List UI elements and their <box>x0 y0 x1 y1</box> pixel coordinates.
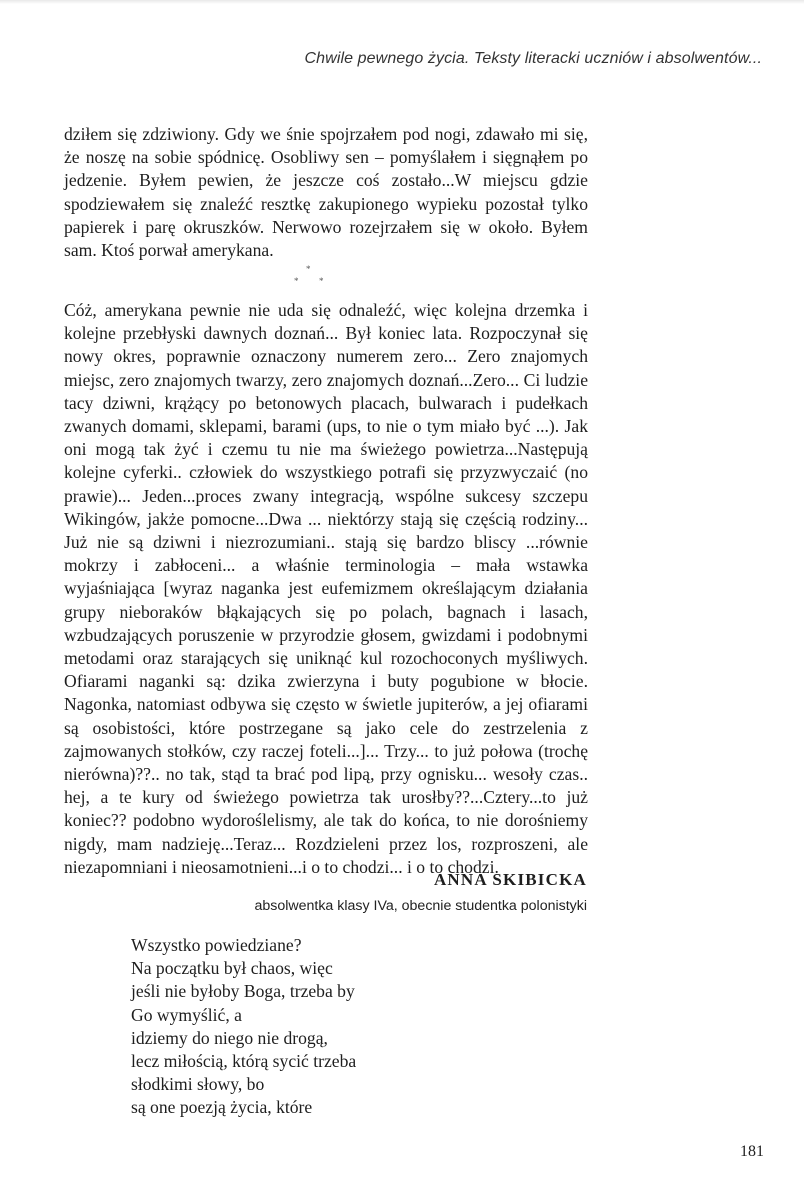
page-top-edge <box>0 0 804 4</box>
running-header: Chwile pewnego życia. Teksty literacki uczniów i absolwentów... <box>304 50 762 67</box>
body-paragraph-2: Cóż, amerykana pewnie nie uda się odnaleźć, więc kolejna drzemka i kolejne przebłyski dawnych doznań... Był koniec lata. Rozpoczynał się nowy okres, poprawnie oznaczony numerem zero... Zero znajomych miejsc, zero znajomych twarzy, zero znajomych doznań...Zero... Ci ludzie tacy dziwni, krążący po betonowych placach, bulwarach i pudełkach zwanych domami, sklepami, barami (ups, to nie o tym miało być ...). Jak oni mogą tak żyć i czemu tu nie ma świeżego powietrza...Następują kolejne cyferki.. człowiek do wszystkiego potrafi się przyzwyczaić (no prawie)... Jeden...proces zwany integracją, wspólne sukcesy szczepu Wikingów, jakże pomocne...Dwa ... niektórzy stają się częścią rodziny... Już nie są dziwni i niezrozumiani.. stają się bardzo bliscy ...równie mokrzy i zabłoceni... a właśnie terminologia – mała wstawka wyjaśniająca [wyraz naganka jest eufemizmem określającym działania grupy nieboraków błąkających się po polach, bagnach i lasach, wzbudzających poruszenie w przyrodzie głosem, gwizdami i podobnymi metodami oraz starających się uniknąć kul rozochoconych myśliwych. Ofiarami naganki są: dzika zwierzyna i buty pogubione w błocie. Nagonka, natomiast odbywa się często w świetle jupiterów, a jej ofiarami są osobistości, które postrzegane są jako cele do zestrzelenia z zajmowanych stołków, czy raczej foteli...]... Trzy... to już połowa (trochę nierówna)??.. no tak, stąd ta brać pod lipą, przy ognisku... wesoły czas.. hej, a te kury od świeżego powietrza tak urosłby??...Cztery...to już koniec?? podobno wydoroślelismy, ale tak do końca, to nie dorośniemy nigdy, mam nadzieję...Teraz... Rozdzieleni przez los, rozproszeni, ale niezapomniani i nieosamotnieni...i o to chodzi... i o to chodzi. <box>64 300 588 877</box>
body-paragraph-1: dziłem się zdziwiony. Gdy we śnie spojrzałem pod nogi, zdawało mi się, że noszę na sobie spódnicę. Osobliwy sen – pomyślałem i sięgnąłem po jedzenie. Byłem pewien, że jeszcze coś zostało...W miejscu gdzie spodziewałem się znaleźć resztkę zakupionego wypieku pozostał tylko papierek i parę okruszków. Nerwowo rozejrzałem się w około. Byłem sam. Ktoś porwał amerykana. <box>64 124 588 261</box>
poem-line: Wszystko powiedziane? <box>131 935 302 955</box>
poem-line: Na początku był chaos, więc <box>131 958 333 979</box>
poem-line: idziemy do niego nie drogą, <box>131 1027 328 1048</box>
section-separator-asterism <box>290 264 330 292</box>
page-number: 181 <box>740 1143 764 1160</box>
poem-line: Go wymyślić, a <box>131 1004 242 1025</box>
separator-star: * <box>294 276 299 286</box>
separator-star: * <box>306 264 311 274</box>
author-name: ANNA SKIBICKA <box>433 870 587 889</box>
poem-line: lecz miłością, którą sycić trzeba <box>131 1051 357 1072</box>
poem <box>131 934 356 1120</box>
poem-line: słodkimi słowy, bo <box>131 1074 265 1095</box>
poem-line: są one poezją życia, które <box>131 1097 313 1118</box>
poem-line: jeśli nie byłoby Boga, trzeba by <box>131 981 355 1002</box>
separator-star: * <box>319 276 324 286</box>
author-description: absolwentka klasy IVa, obecnie studentka polonistyki <box>254 898 587 914</box>
